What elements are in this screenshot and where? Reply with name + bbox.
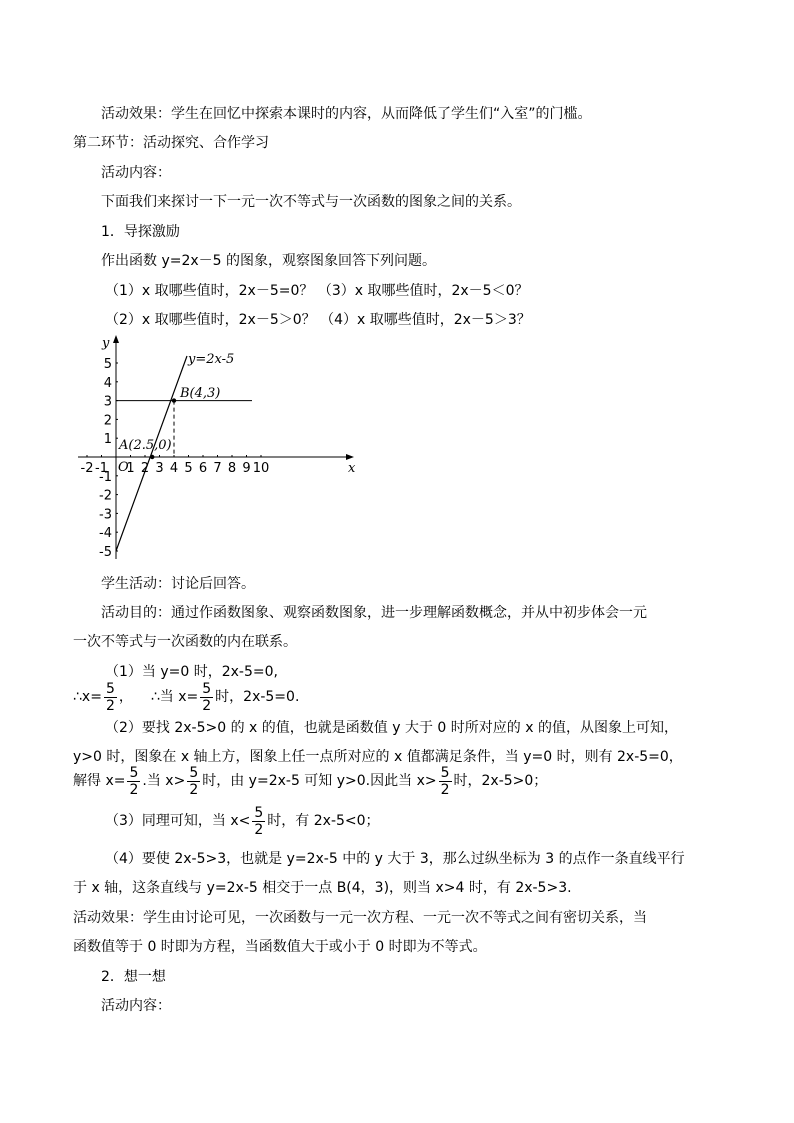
x-tick-label: -1 [95,461,108,476]
fraction-numerator: 5 [202,680,212,697]
intro-paragraph: 下面我们来探讨一下一元一次不等式与一次函数的图象之间的关系。 [101,194,521,210]
fraction-5-2 [200,681,213,714]
fraction-denominator: 2 [105,697,115,714]
therefore-when-x: ∴当 x= [150,689,199,705]
fraction-numerator: 5 [105,680,115,697]
section-heading-2: 第二环节：活动探究、合作学习 [73,135,269,151]
x-tick-label: 1 [126,461,135,476]
comma: ， [118,689,133,705]
origin-label: O [118,460,129,475]
purpose-line-2: 一次不等式与一次函数的内在联系。 [73,634,297,650]
y-tick-label: -4 [99,526,112,542]
y-tick-label: -2 [99,488,112,504]
point-b [172,398,176,402]
x-tick-label: 3 [155,461,164,476]
answer-2-line-2: y>0 时，图象在 x 轴上方，图象上任一点所对应的 x 值都满足条件，当 y=0 时，则有 2x-5=0， [73,749,683,765]
result-negative: 时，有 2x-5<0； [267,813,380,829]
fraction-numerator: 5 [254,804,264,821]
x-tick-label: 6 [198,461,208,476]
so-when-x-greater: 时，由 y=2x-5 可知 y>0.因此当 x> [202,773,437,789]
y-tick-label: 5 [103,357,112,372]
question-1-3: （1）x 取哪些值时，2x－5=0？ （3）x 取哪些值时，2x－5＜0？ [105,283,529,299]
y-tick-label: -5 [99,545,112,560]
point-a [150,455,154,459]
purpose-line-1: 活动目的：通过作函数图象、观察函数图象，进一步理解函数概念，并从中初步体会一元 [101,605,647,621]
effect-paragraph-1: 活动效果：学生在回忆中探索本课时的内容，从而降低了学生们“入室”的门槛。 [101,106,592,122]
therefore-x: ∴x= [73,689,102,705]
point-b-label: B(4,3) [180,386,221,401]
fraction-5-2 [187,765,200,798]
answer-3 [105,804,380,838]
subheading-2: 2．想一想 [101,969,166,985]
answer-4-line-1: （4）要使 2x-5>3，也就是 y=2x-5 中的 y 大于 3，那么过纵坐标为 3 的点作一条直线平行 [105,851,685,867]
fraction-denominator: 2 [202,697,212,714]
fraction-denominator: 2 [189,781,199,798]
student-activity: 学生活动：讨论后回答。 [101,576,255,592]
x-tick-label: -2 [80,461,94,476]
answer-4-line-2: 于 x 轴，这条直线与 y=2x-5 相交于一点 B(4，3)，则当 x>4 时，有 2x-5>3. [73,880,572,896]
y-tick-label: 2 [103,413,112,429]
task-instruction: 作出函数 y=2x－5 的图象，观察图象回答下列问题。 [101,253,437,269]
result-positive: 时，2x-5>0； [453,773,548,789]
y-axis-arrow-icon [113,335,119,343]
fraction-numerator: 5 [129,764,139,781]
x-tick-label: 2 [140,461,150,476]
effect-paragraph-2-line-2: 函数值等于 0 时即为方程，当函数值大于或小于 0 时即为不等式。 [73,939,487,955]
fraction-numerator: 5 [189,764,199,781]
point-a-label: A(2.5,0) [119,438,172,453]
answer-1-line-2 [73,680,299,714]
solve-x: 解得 x= [73,773,126,789]
similarly-x-less: （3）同理可知，当 x< [105,813,251,829]
fraction-denominator: 2 [440,781,450,798]
x-tick-label: 4 [169,461,179,476]
line-label: y=2x-5 [188,352,235,367]
x-tick-label: 10 [252,461,270,476]
y-tick-label: -1 [99,469,112,485]
function-graph [72,333,372,563]
question-2-4: （2）x 取哪些值时，2x－5＞0？ （4）x 取哪些值时，2x－5＞3？ [105,312,531,328]
answer-1-line-1: （1）当 y=0 时，2x-5=0, [105,664,278,680]
fraction-5-2 [127,765,140,798]
x-tick-label: 8 [227,461,237,476]
answer-2-line-3 [73,764,547,798]
when-x-greater: .当 x> [142,773,186,789]
effect-paragraph-2-line-1: 活动效果：学生由讨论可见，一次函数与一元一次方程、一元一次不等式之间有密切关系，当 [73,910,647,926]
subheading-1: 1．导探激励 [101,224,180,240]
activity-content-label: 活动内容： [101,165,171,181]
x-tick-label: 5 [184,461,193,476]
x-axis-arrow-icon [346,454,354,460]
fraction-5-2 [439,765,452,798]
function-line [116,356,187,551]
fraction-denominator: 2 [254,821,264,838]
x-tick-label: 9 [242,461,251,476]
fraction-5-2 [104,681,117,714]
y-tick-label: -3 [99,507,112,523]
fraction-5-2 [252,805,265,838]
activity-content-label-2: 活动内容： [101,998,171,1014]
y-tick-label: 1 [103,432,112,448]
fraction-denominator: 2 [129,781,139,798]
y-tick-label: 3 [103,394,112,410]
x-axis-label: x [348,461,356,476]
x-tick-label: 7 [213,461,222,476]
equation-zero: 时，2x-5=0. [215,689,300,705]
y-axis-label: y [102,336,110,351]
answer-2-line-1: （2）要找 2x-5>0 的 x 的值，也就是函数值 y 大于 0 时所对应的 x 的值，从图象上可知， [105,720,678,736]
fraction-numerator: 5 [440,764,450,781]
y-tick-label: 4 [103,375,112,391]
